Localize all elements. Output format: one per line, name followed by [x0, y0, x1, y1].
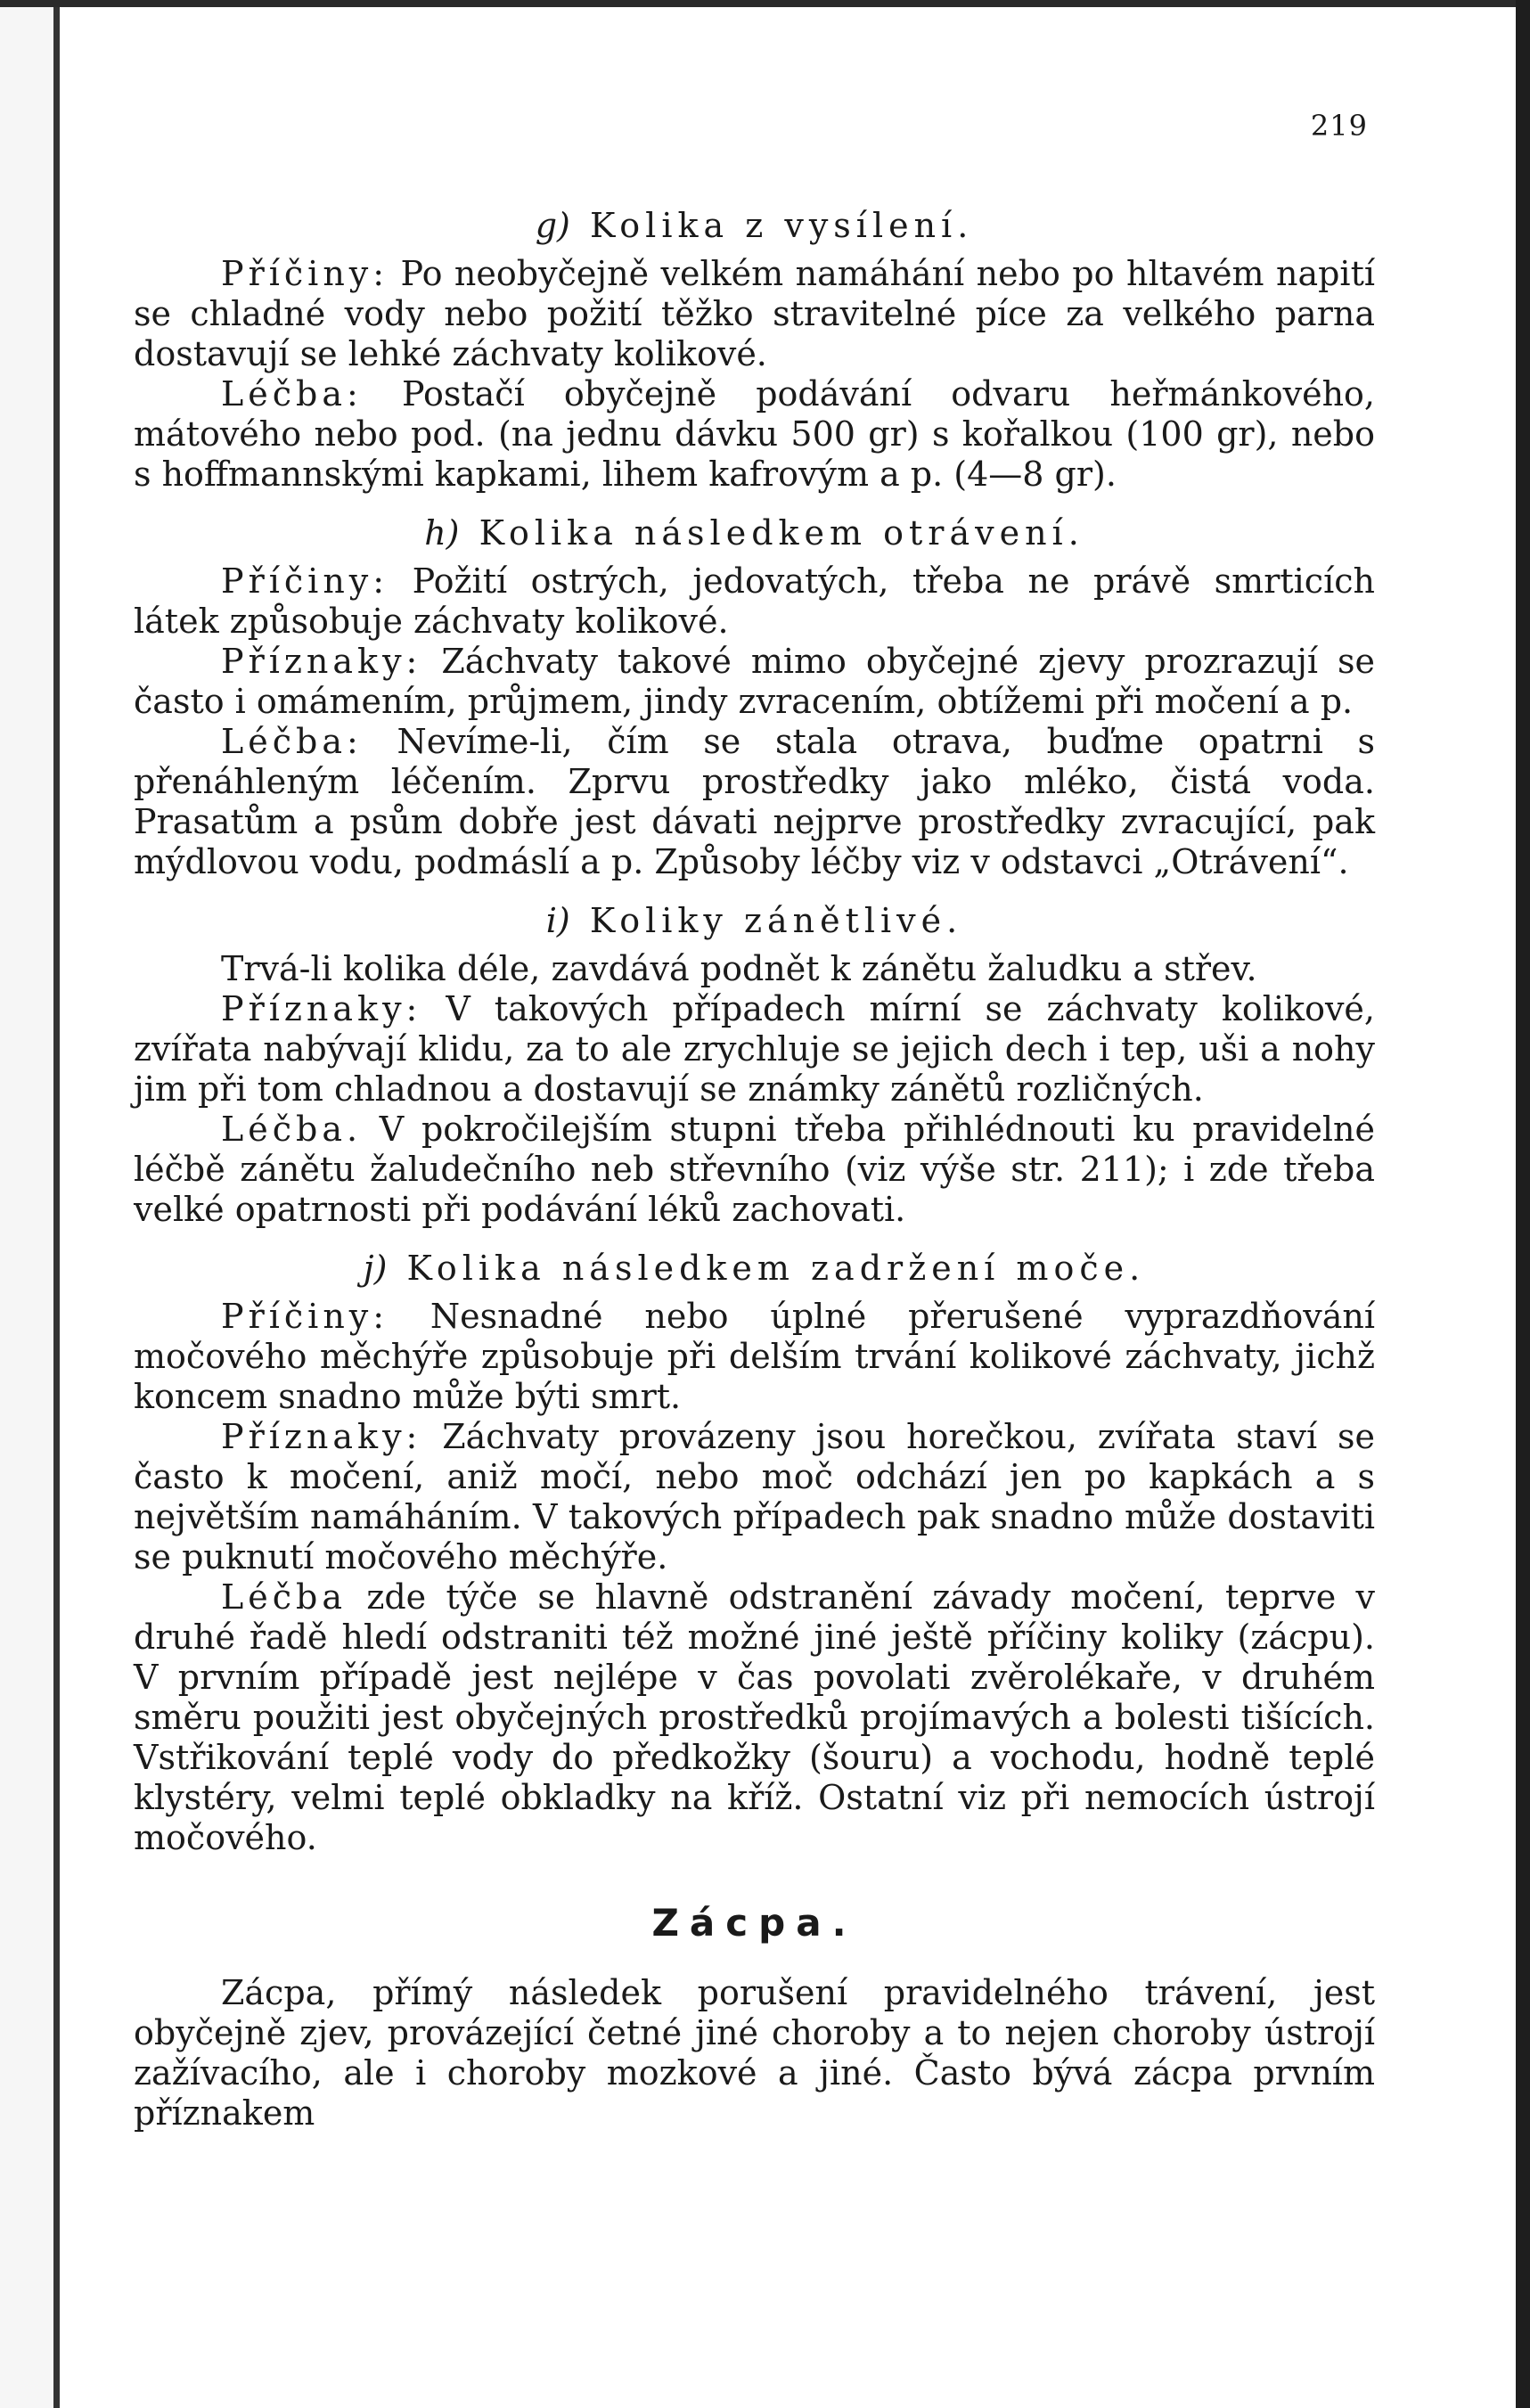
section-g-letter: g)	[535, 206, 570, 245]
treatment-label: Léčba.	[221, 1110, 363, 1149]
causes-label: Příčiny:	[221, 561, 389, 601]
causes-text: Po neobyčejně velkém namáhání nebo po hltavém napití se chladné vody nebo požití těžko stravitelné píce za velkého parna dostavují se lehké záchvaty kolikové.	[134, 254, 1375, 373]
section-j-causes	[134, 1297, 1375, 1417]
treatment-text: V pokročilejším stupni třeba přihlédnouti ku pravidelné léčbě zánětu žaludečního neb střevního (viz výše str. 211); i zde třeba velké opatrnosti při podávání léků zachovati.	[134, 1110, 1375, 1229]
causes-text: Nesnadné nebo úplné přerušené vyprazdňování močového měchýře způsobuje při delším trvání kolikové záchvaty, jichž koncem snadno může býti smrt.	[134, 1297, 1375, 1416]
section-g-causes	[134, 254, 1375, 374]
treatment-text: Nevíme-li, čím se stala otrava, buďme opatrni s přenáhleným léčením. Zprvu prostředky jako mléko, čistá voda. Prasatům a psům dobře jest dávati nejprve prostředky zvracující, pak mýdlovou vodu, podmáslí a p. Způsoby léčby viz v odstavci „Otrávení“.	[134, 722, 1375, 881]
page-content	[134, 198, 1375, 2134]
symptoms-label: Příznaky:	[221, 989, 422, 1028]
section-h-letter: h)	[424, 513, 460, 553]
section-h-causes	[134, 561, 1375, 642]
page-gutter-shade	[0, 7, 53, 2408]
section-j-treatment	[134, 1577, 1375, 1858]
scan-right-border	[1516, 0, 1530, 2408]
section-h-heading	[134, 513, 1375, 553]
symptoms-text: Záchvaty provázeny jsou horečkou, zvířata staví se často k močení, aniž močí, nebo moč odchází jen po kapkách a s největším namáháním. V takových případech pak snadno může dostaviti se puknutí močového měchýře.	[134, 1417, 1375, 1577]
section-j-title: Kolika následkem zadržení moče.	[406, 1249, 1146, 1288]
treatment-label: Léčba:	[221, 722, 363, 761]
section-i-intro: Trvá-li kolika déle, zavdává podnět k zánětu žaludku a střev.	[221, 949, 1257, 988]
section-i-heading	[134, 901, 1375, 941]
section-g-heading	[134, 206, 1375, 246]
section-j-letter: j)	[363, 1249, 388, 1288]
causes-label: Příčiny:	[221, 254, 389, 293]
section-h-title: Kolika následkem otrávení.	[479, 513, 1084, 553]
section-h-treatment	[134, 722, 1375, 882]
zacpa-paragraph: Zácpa, přímý následek porušení pravidelného trávení, jest obyčejně zjev, provázející četné jiné choroby a to nejen choroby ústrojí zažívacího, ale i choroby mozkové a jiné. Často bývá zácpa prvním příznakem	[134, 1973, 1375, 2133]
section-i-letter: i)	[545, 901, 570, 940]
treatment-label: Léčba:	[221, 374, 363, 414]
causes-text: Požití ostrých, jedovatých, třeba ne právě smrticích látek způsobuje záchvaty kolikové.	[134, 561, 1375, 641]
section-j-heading	[134, 1249, 1375, 1289]
section-g-treatment	[134, 374, 1375, 495]
section-i-symptoms	[134, 989, 1375, 1110]
scan-top-border	[0, 0, 1530, 7]
chapter-title-zacpa: Zácpa.	[651, 1901, 857, 1945]
section-i-title: Koliky zánětlivé.	[589, 901, 963, 940]
symptoms-label: Příznaky:	[221, 642, 422, 681]
page-number: 219	[1310, 109, 1368, 143]
section-g-title: Kolika z vysílení.	[589, 206, 974, 245]
section-j-symptoms	[134, 1417, 1375, 1577]
symptoms-text: V takových případech mírní se záchvaty kolikové, zvířata nabývají klidu, za to ale zrychluje se jejich dech i tep, uši a nohy jim při tom chladnou a dostavují se známky zánětů rozličných.	[134, 989, 1375, 1109]
treatment-text: zde týče se hlavně odstranění závady močení, teprve v druhé řadě hledí odstraniti též možné jiné ještě příčiny koliky (zácpu). V prvním případě jest nejlépe v čas povolati zvěrolékaře, v druhém směru použiti jest obyčejných prostředků projímavých a bolesti tišících. Vstřikování teplé vody do předkožky (šouru) a vochodu, hodně teplé klystéry, velmi teplé obkladky na kříž. Ostatní viz při nemocích ústrojí močového.	[134, 1577, 1375, 1857]
section-h-symptoms	[134, 642, 1375, 722]
causes-label: Příčiny:	[221, 1297, 389, 1336]
section-i-treatment	[134, 1110, 1375, 1230]
symptoms-label: Příznaky:	[221, 1417, 422, 1456]
treatment-label: Léčba	[221, 1577, 347, 1617]
page-gutter-line	[53, 7, 60, 2408]
symptoms-text: Záchvaty takové mimo obyčejné zjevy prozrazují se často i omámením, průjmem, jindy zvracením, obtížemi při močení a p.	[134, 642, 1375, 721]
treatment-text: Postačí obyčejně podávání odvaru heřmánkového, mátového nebo pod. (na jednu dávku 500 gr) s kořalkou (100 gr), nebo s hoffmannskými kapkami, lihem kafrovým a p. (4—8 gr).	[134, 374, 1375, 494]
